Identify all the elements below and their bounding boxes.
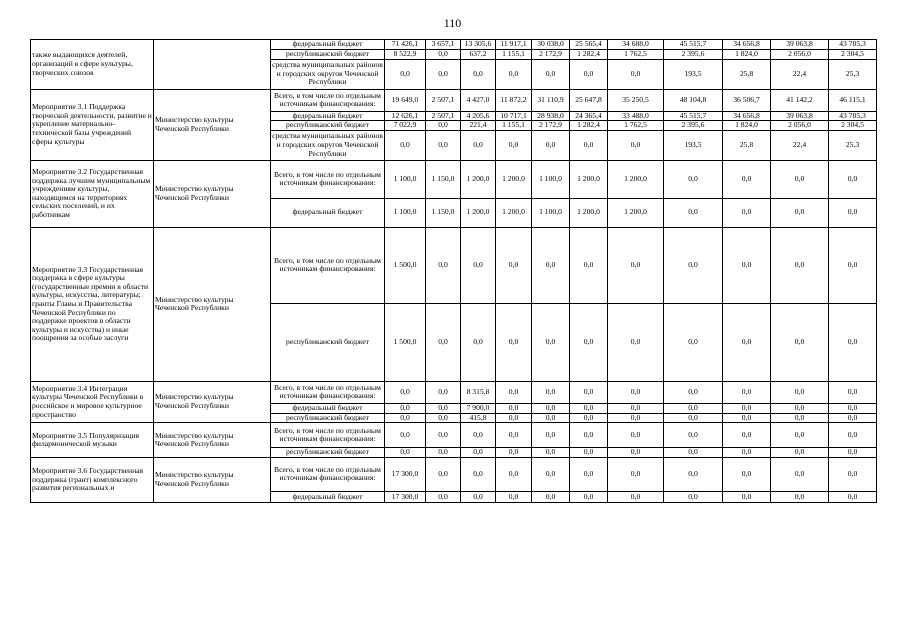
amount-cell: 0,0	[723, 491, 771, 502]
amount-cell: 33 488,0	[608, 111, 664, 121]
amount-cell: 48 104,8	[664, 89, 723, 111]
amount-cell: 0,0	[426, 50, 461, 60]
amount-cell: 1 824,0	[723, 121, 771, 131]
executor-cell: Министерство культуры Чеченской Республики	[154, 457, 271, 502]
amount-cell: 1 100,0	[532, 160, 570, 198]
table-row	[31, 40, 877, 50]
amount-cell: 0,0	[496, 381, 532, 403]
amount-cell: 0,0	[461, 59, 496, 89]
amount-cell: 0,0	[570, 457, 608, 491]
amount-cell: 1 500,0	[385, 227, 426, 303]
amount-cell: 0,0	[496, 423, 532, 448]
amount-cell: 41 142,2	[771, 89, 829, 111]
amount-cell: 2 304,5	[829, 50, 877, 60]
activity-name-cell: Мероприятие 3.2 Государственная поддержка лучшим муниципальным учреждениям культуры, находящимся на территориях сельских поселений, и их работникам	[31, 160, 154, 227]
activity-name-cell: Мероприятие 3.4 Интеграция культуры Чеченской Республики в российское и мировое культурное пространство	[31, 381, 154, 423]
amount-cell: 0,0	[461, 303, 496, 381]
amount-cell: 0,0	[771, 403, 829, 413]
amount-cell: 0,0	[461, 491, 496, 502]
amount-cell: 1 200,0	[570, 160, 608, 198]
amount-cell: 0,0	[426, 303, 461, 381]
amount-cell: 0,0	[608, 491, 664, 502]
amount-cell: 1 200,0	[608, 160, 664, 198]
amount-cell: 0,0	[771, 160, 829, 198]
amount-cell: 0,0	[570, 381, 608, 403]
funding-source-cell: федеральный бюджет	[271, 403, 385, 413]
amount-cell: 0,0	[829, 160, 877, 198]
amount-cell: 34 688,0	[608, 40, 664, 50]
funding-source-cell: Всего, в том числе по отдельным источникам финансирования:	[271, 457, 385, 491]
amount-cell: 0,0	[496, 59, 532, 89]
activity-name-cell: Мероприятие 3.5 Популяризация филармонической музыки	[31, 423, 154, 458]
amount-cell: 0,0	[723, 160, 771, 198]
amount-cell: 0,0	[608, 423, 664, 448]
amount-cell: 1 762,5	[608, 121, 664, 131]
amount-cell: 46 115,1	[829, 89, 877, 111]
funding-source-cell: федеральный бюджет	[271, 111, 385, 121]
budget-table	[30, 39, 877, 503]
executor-cell: Министерство культуры Чеченской Республики	[154, 381, 271, 423]
amount-cell: 24 365,4	[570, 111, 608, 121]
amount-cell: 35 250,5	[608, 89, 664, 111]
funding-source-cell: средства муниципальных районов и городских округов Чеченской Республики	[271, 59, 385, 89]
funding-source-cell: Всего, в том числе по отдельным источникам финансирования:	[271, 381, 385, 403]
amount-cell: 1 824,0	[723, 50, 771, 60]
executor-cell: Министерство культуры Чеченской Республики	[154, 423, 271, 458]
amount-cell: 0,0	[608, 227, 664, 303]
amount-cell: 0,0	[608, 130, 664, 160]
amount-cell: 0,0	[426, 403, 461, 413]
amount-cell: 1 200,0	[496, 160, 532, 198]
amount-cell: 1 282,4	[570, 50, 608, 60]
amount-cell: 25,8	[723, 130, 771, 160]
amount-cell: 0,0	[771, 448, 829, 458]
amount-cell: 0,0	[723, 457, 771, 491]
amount-cell: 34 656,8	[723, 111, 771, 121]
amount-cell: 0,0	[570, 130, 608, 160]
funding-source-cell: республиканский бюджет	[271, 413, 385, 423]
amount-cell: 43 785,3	[829, 111, 877, 121]
executor-cell	[154, 40, 271, 90]
amount-cell: 0,0	[496, 413, 532, 423]
executor-cell: Министерство культуры Чеченской Республики	[154, 160, 271, 227]
amount-cell: 1 100,0	[532, 198, 570, 227]
amount-cell: 0,0	[426, 448, 461, 458]
funding-source-cell: республиканский бюджет	[271, 50, 385, 60]
funding-source-cell: республиканский бюджет	[271, 448, 385, 458]
amount-cell: 1 200,0	[496, 198, 532, 227]
amount-cell: 0,0	[771, 227, 829, 303]
amount-cell: 8 522,9	[385, 50, 426, 60]
amount-cell: 0,0	[570, 448, 608, 458]
funding-source-cell: республиканский бюджет	[271, 121, 385, 131]
amount-cell: 0,0	[496, 303, 532, 381]
amount-cell: 2 172,9	[532, 121, 570, 131]
amount-cell: 2 056,0	[771, 121, 829, 131]
amount-cell: 28 938,0	[532, 111, 570, 121]
amount-cell: 0,0	[829, 381, 877, 403]
amount-cell: 0,0	[532, 448, 570, 458]
funding-source-cell: Всего, в том числе по отдельным источникам финансирования:	[271, 227, 385, 303]
budget-table-body	[31, 40, 877, 503]
amount-cell: 34 656,8	[723, 40, 771, 50]
amount-cell: 0,0	[608, 59, 664, 89]
funding-source-cell: федеральный бюджет	[271, 198, 385, 227]
amount-cell: 0,0	[664, 413, 723, 423]
amount-cell: 0,0	[461, 448, 496, 458]
page-number: 110	[443, 16, 462, 30]
amount-cell: 4 205,6	[461, 111, 496, 121]
amount-cell: 0,0	[385, 59, 426, 89]
amount-cell: 0,0	[570, 303, 608, 381]
amount-cell: 0,0	[664, 423, 723, 448]
amount-cell: 1 200,0	[461, 198, 496, 227]
amount-cell: 0,0	[608, 413, 664, 423]
activity-name-cell: Мероприятие 3.1 Поддержка творческой деятельности, развитие и укрепление материально-технической базы учреждений сферы культуры	[31, 89, 154, 160]
activity-name-cell: также выдающихся деятелей, организаций в сфере культуры, творческих союзов	[31, 40, 154, 90]
amount-cell: 0,0	[771, 423, 829, 448]
amount-cell: 0,0	[426, 130, 461, 160]
amount-cell: 3 657,1	[426, 40, 461, 50]
amount-cell: 0,0	[664, 403, 723, 413]
amount-cell: 193,5	[664, 130, 723, 160]
amount-cell: 1 150,0	[426, 160, 461, 198]
amount-cell: 0,0	[664, 381, 723, 403]
amount-cell: 0,0	[532, 130, 570, 160]
amount-cell: 0,0	[496, 448, 532, 458]
amount-cell: 0,0	[664, 160, 723, 198]
amount-cell: 0,0	[608, 381, 664, 403]
amount-cell: 17 300,0	[385, 491, 426, 502]
amount-cell: 0,0	[532, 423, 570, 448]
amount-cell: 0,0	[723, 303, 771, 381]
amount-cell: 25,3	[829, 59, 877, 89]
amount-cell: 43 785,3	[829, 40, 877, 50]
amount-cell: 0,0	[608, 448, 664, 458]
amount-cell: 0,0	[426, 457, 461, 491]
amount-cell: 4 427,0	[461, 89, 496, 111]
table-row	[31, 423, 877, 448]
amount-cell: 221,4	[461, 121, 496, 131]
amount-cell: 12 626,1	[385, 111, 426, 121]
amount-cell: 1 155,1	[496, 121, 532, 131]
amount-cell: 0,0	[532, 303, 570, 381]
amount-cell: 8 315,8	[461, 381, 496, 403]
amount-cell: 0,0	[532, 59, 570, 89]
amount-cell: 193,5	[664, 59, 723, 89]
amount-cell: 0,0	[829, 227, 877, 303]
amount-cell: 0,0	[426, 381, 461, 403]
table-row	[31, 89, 877, 111]
amount-cell: 25,8	[723, 59, 771, 89]
amount-cell: 1 200,0	[461, 160, 496, 198]
amount-cell: 0,0	[608, 303, 664, 381]
amount-cell: 0,0	[771, 413, 829, 423]
amount-cell: 11 917,1	[496, 40, 532, 50]
amount-cell: 0,0	[496, 491, 532, 502]
amount-cell: 0,0	[771, 491, 829, 502]
amount-cell: 0,0	[426, 491, 461, 502]
amount-cell: 36 506,7	[723, 89, 771, 111]
amount-cell: 0,0	[532, 227, 570, 303]
amount-cell: 22,4	[771, 59, 829, 89]
amount-cell: 0,0	[385, 413, 426, 423]
amount-cell: 0,0	[723, 423, 771, 448]
amount-cell: 0,0	[496, 227, 532, 303]
amount-cell: 0,0	[570, 423, 608, 448]
amount-cell: 1 200,0	[570, 198, 608, 227]
amount-cell: 0,0	[829, 303, 877, 381]
amount-cell: 0,0	[461, 130, 496, 160]
amount-cell: 22,4	[771, 130, 829, 160]
amount-cell: 0,0	[829, 491, 877, 502]
amount-cell: 0,0	[723, 198, 771, 227]
amount-cell: 25 565,4	[570, 40, 608, 50]
amount-cell: 0,0	[385, 381, 426, 403]
table-row	[31, 381, 877, 403]
amount-cell: 0,0	[426, 413, 461, 423]
amount-cell: 0,0	[570, 413, 608, 423]
amount-cell: 0,0	[771, 457, 829, 491]
amount-cell: 0,0	[461, 423, 496, 448]
amount-cell: 19 649,0	[385, 89, 426, 111]
amount-cell: 30 038,0	[532, 40, 570, 50]
amount-cell: 7 022,9	[385, 121, 426, 131]
amount-cell: 0,0	[496, 130, 532, 160]
amount-cell: 0,0	[426, 423, 461, 448]
amount-cell: 1 282,4	[570, 121, 608, 131]
amount-cell: 0,0	[723, 448, 771, 458]
amount-cell: 31 110,9	[532, 89, 570, 111]
amount-cell: 0,0	[608, 457, 664, 491]
amount-cell: 1 200,0	[608, 198, 664, 227]
funding-source-cell: Всего, в том числе по отдельным источникам финансирования:	[271, 423, 385, 448]
amount-cell: 0,0	[771, 381, 829, 403]
amount-cell: 0,0	[570, 403, 608, 413]
amount-cell: 0,0	[829, 448, 877, 458]
amount-cell: 0,0	[532, 457, 570, 491]
funding-source-cell: республиканский бюджет	[271, 303, 385, 381]
amount-cell: 2 172,9	[532, 50, 570, 60]
amount-cell: 0,0	[829, 423, 877, 448]
amount-cell: 0,0	[426, 121, 461, 131]
executor-cell: Министерство культуры Чеченской Республики	[154, 227, 271, 381]
table-row	[31, 227, 877, 303]
amount-cell: 0,0	[385, 130, 426, 160]
amount-cell: 25,3	[829, 130, 877, 160]
amount-cell: 0,0	[664, 491, 723, 502]
funding-source-cell: федеральный бюджет	[271, 40, 385, 50]
amount-cell: 71 426,1	[385, 40, 426, 50]
amount-cell: 0,0	[385, 423, 426, 448]
amount-cell: 0,0	[461, 457, 496, 491]
amount-cell: 0,0	[385, 403, 426, 413]
amount-cell: 0,0	[664, 198, 723, 227]
amount-cell: 2 304,5	[829, 121, 877, 131]
amount-cell: 1 155,1	[496, 50, 532, 60]
amount-cell: 45 515,7	[664, 40, 723, 50]
amount-cell: 0,0	[461, 227, 496, 303]
amount-cell: 0,0	[532, 381, 570, 403]
funding-source-cell: федеральный бюджет	[271, 491, 385, 502]
amount-cell: 2 395,6	[664, 121, 723, 131]
amount-cell: 2 507,1	[426, 111, 461, 121]
amount-cell: 0,0	[496, 457, 532, 491]
amount-cell: 25 647,8	[570, 89, 608, 111]
amount-cell: 0,0	[829, 413, 877, 423]
funding-source-cell: Всего, в том числе по отдельным источникам финансирования:	[271, 160, 385, 198]
executor-cell: Министерство культуры Чеченской Республики	[154, 89, 271, 160]
amount-cell: 11 872,2	[496, 89, 532, 111]
amount-cell: 39 063,8	[771, 111, 829, 121]
amount-cell: 637,2	[461, 50, 496, 60]
amount-cell: 0,0	[723, 227, 771, 303]
amount-cell: 2 507,1	[426, 89, 461, 111]
amount-cell: 0,0	[664, 227, 723, 303]
amount-cell: 2 395,6	[664, 50, 723, 60]
amount-cell: 0,0	[664, 303, 723, 381]
amount-cell: 45 515,7	[664, 111, 723, 121]
amount-cell: 17 300,0	[385, 457, 426, 491]
amount-cell: 0,0	[385, 448, 426, 458]
amount-cell: 39 063,8	[771, 40, 829, 50]
amount-cell: 415,8	[461, 413, 496, 423]
amount-cell: 0,0	[771, 198, 829, 227]
amount-cell: 0,0	[532, 403, 570, 413]
table-row	[31, 457, 877, 491]
funding-source-cell: средства муниципальных районов и городских округов Чеченской Республики	[271, 130, 385, 160]
amount-cell: 0,0	[570, 59, 608, 89]
amount-cell: 0,0	[723, 403, 771, 413]
amount-cell: 10 717,1	[496, 111, 532, 121]
amount-cell: 0,0	[723, 413, 771, 423]
amount-cell: 2 056,0	[771, 50, 829, 60]
amount-cell: 0,0	[426, 227, 461, 303]
activity-name-cell: Мероприятие 3.3 Государственная поддержка в сфере культуры (государственные премии в области культуры, искусства, литературы; гранты Главы и Правительства Чеченской Республики по поддержке проектов в области культуры и искусства) и иные поощрения за особые заслуги	[31, 227, 154, 381]
table-row	[31, 160, 877, 198]
amount-cell: 0,0	[664, 448, 723, 458]
funding-source-cell: Всего, в том числе по отдельным источникам финансирования:	[271, 89, 385, 111]
amount-cell: 7 900,0	[461, 403, 496, 413]
amount-cell: 0,0	[829, 403, 877, 413]
amount-cell: 0,0	[570, 491, 608, 502]
activity-name-cell: Мероприятие 3.6 Государственная поддержка (грант) комплексного развития региональных и	[31, 457, 154, 502]
amount-cell: 0,0	[723, 381, 771, 403]
amount-cell: 1 150,0	[426, 198, 461, 227]
amount-cell: 0,0	[532, 491, 570, 502]
amount-cell: 0,0	[532, 413, 570, 423]
amount-cell: 0,0	[771, 303, 829, 381]
amount-cell: 0,0	[426, 59, 461, 89]
amount-cell: 0,0	[608, 403, 664, 413]
amount-cell: 0,0	[829, 457, 877, 491]
amount-cell: 13 305,6	[461, 40, 496, 50]
amount-cell: 0,0	[570, 227, 608, 303]
amount-cell: 0,0	[829, 198, 877, 227]
amount-cell: 1 762,5	[608, 50, 664, 60]
amount-cell: 1 100,0	[385, 198, 426, 227]
amount-cell: 1 500,0	[385, 303, 426, 381]
amount-cell: 0,0	[664, 457, 723, 491]
amount-cell: 1 100,0	[385, 160, 426, 198]
amount-cell: 0,0	[496, 403, 532, 413]
